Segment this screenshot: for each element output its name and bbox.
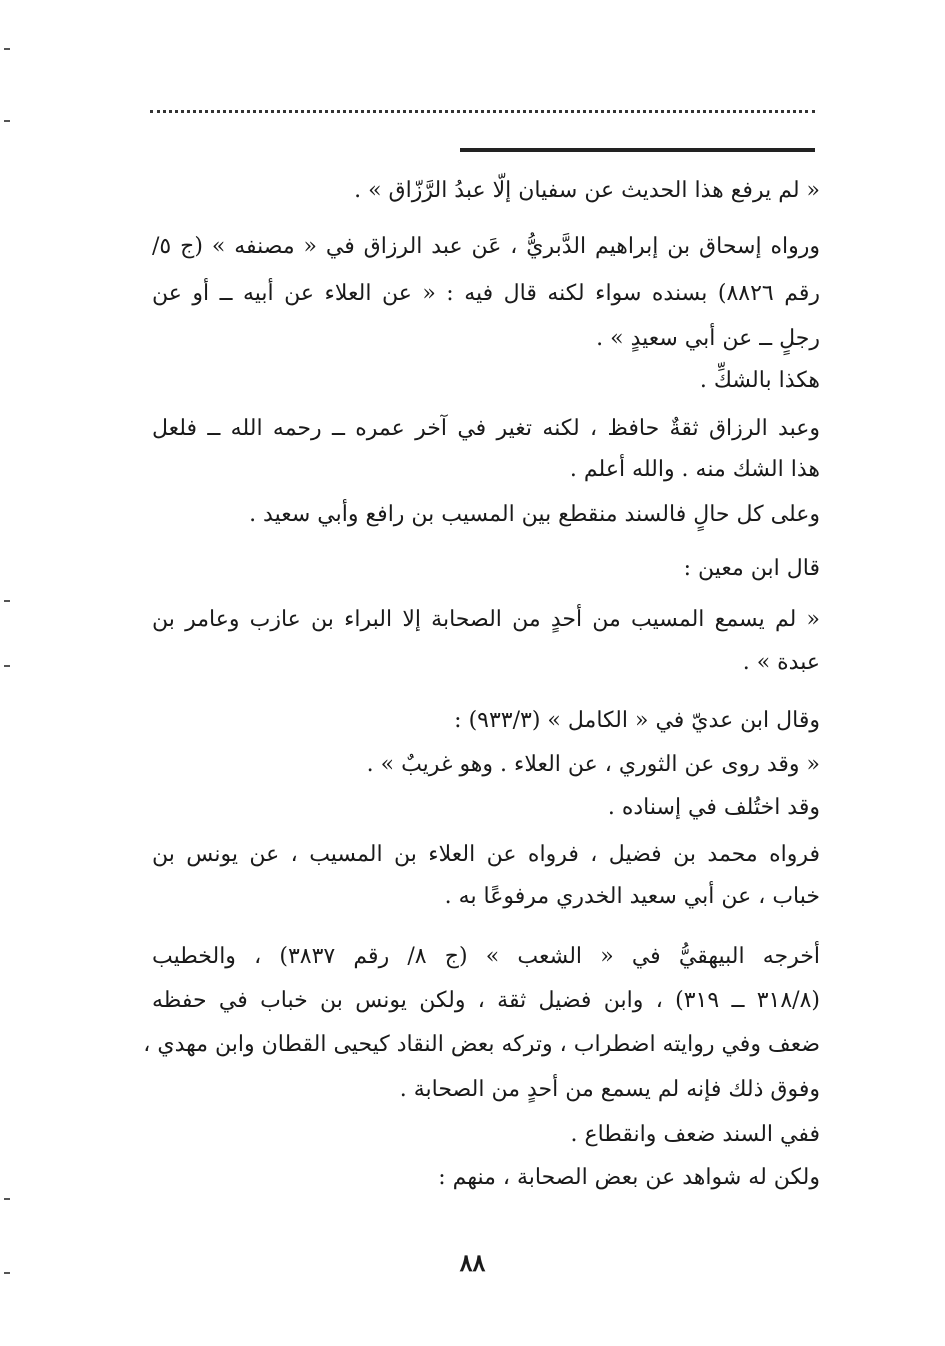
text-line: وفوق ذلك فإنه لم يسمع من أحدٍ من الصحابة . (399, 1077, 820, 1102)
margin-mark (4, 600, 10, 602)
margin-mark (4, 120, 10, 122)
text-line: ففي السند ضعف وانقطاع . (570, 1122, 820, 1147)
text-line: وقال ابن عديّ في « الكامل » (٩٣٣/٣) : (454, 708, 820, 733)
text-line: ولكن له شواهد عن بعض الصحابة ، منهم : (438, 1165, 820, 1190)
text-line: وعلى كل حالٍ فالسند منقطع بين المسيب بن رافع وأبي سعيد . (249, 502, 820, 527)
text-line: وقد اختُلف في إسناده . (607, 795, 820, 820)
text-line: « لم يرفع هذا الحديث عن سفيان إلّا عبدُ الرَّزّاق » . (354, 178, 820, 203)
text-line: عبدة » . (742, 650, 820, 675)
text-line: هكذا بالشكِّ . (699, 368, 820, 393)
text-line: ورواه إسحاق بن إبراهيم الدَّبريُّ ، عَن عبد الرزاق في « مصنفه » (ج ٥/ (152, 234, 820, 259)
margin-mark (4, 48, 10, 50)
header-bold-rule (460, 148, 815, 152)
text-line: خباب ، عن أبي سعيد الخدري مرفوعًا به . (444, 884, 820, 909)
text-line: « وقد روى عن الثوري ، عن العلاء . وهو غريبٌ » . (366, 752, 820, 777)
text-line: (٣١٨/٨ ــ ٣١٩) ، وابن فضيل ثقة ، ولكن يونس بن خباب في حفظه (152, 988, 820, 1013)
text-line: هذا الشك منه . والله أعلم . (569, 457, 820, 482)
text-line: « لم يسمع المسيب من أحدٍ من الصحابة إلا البراء بن عازب وعامر بن (152, 607, 820, 632)
text-line: رجلٍ ــ عن أبي سعيدٍ » . (596, 326, 820, 351)
margin-mark (4, 665, 10, 667)
text-line: وعبد الرزاق ثقةٌ حافظ ، لكنه تغير في آخر عمره ــ رحمه الله ــ فلعل (152, 416, 820, 441)
page-number: ٨٨ (459, 1248, 486, 1277)
text-line: قال ابن معين : (683, 556, 820, 581)
text-line: أخرجه البيهقيُّ في « الشعب » (ج ٨/ رقم ٣٨٣٧) ، والخطيب (152, 944, 820, 969)
text-line: رقم ٨٨٢٦) بسنده سواء لكنه قال فيه : « عن العلاء عن أبيه ــ أو عن (152, 281, 821, 306)
text-line: ضعف وفي روايته اضطراب ، وتركه بعض النقاد كيحيى القطان وابن مهدي ، (143, 1032, 820, 1057)
text-line: فرواه محمد بن فضيل ، فرواه عن العلاء بن المسيب ، عن يونس بن (152, 842, 820, 867)
header-dotted-rule (150, 110, 815, 113)
margin-mark (4, 1198, 10, 1200)
